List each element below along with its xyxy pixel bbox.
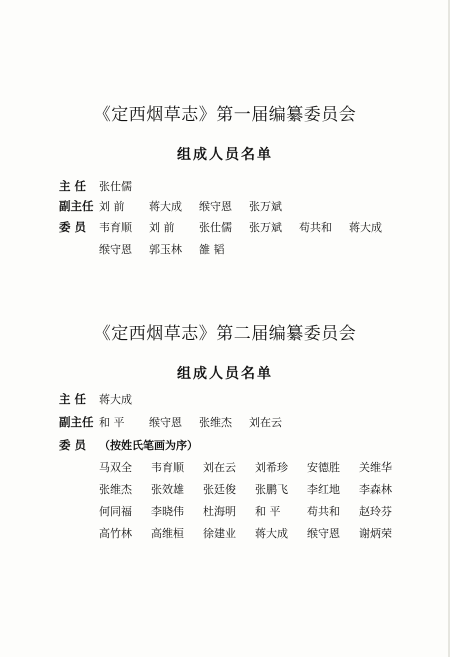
name-list (99, 414, 299, 430)
member-name: 蒋大成 (149, 200, 182, 213)
member-name: 高维桓 (151, 527, 184, 540)
member-name: 张维杰 (199, 416, 232, 429)
role-label: 主 任 (59, 179, 87, 193)
role-label: 主 任 (59, 392, 87, 406)
member-name: 缑守恩 (99, 243, 132, 256)
name-list (99, 219, 399, 235)
member-name: 缑守恩 (307, 527, 340, 540)
member-name: 蒋大成 (255, 527, 288, 540)
member-name: 马双全 (99, 461, 132, 474)
committee-2-members-header-row (0, 437, 450, 455)
sort-note: （按姓氏笔画为序） (99, 439, 198, 452)
member-name: 蒋大成 (349, 221, 382, 234)
committee-2-deputy-row (0, 414, 450, 432)
member-name: 刘在云 (249, 416, 282, 429)
member-name: 李红地 (307, 483, 340, 496)
committee-2-members-row-3 (0, 503, 450, 521)
member-name: 雒 韬 (199, 243, 225, 256)
member-name: 关维华 (359, 461, 392, 474)
member-name: 李森林 (359, 483, 392, 496)
member-name: 李晓伟 (151, 505, 184, 518)
member-name: 张仕儒 (99, 180, 132, 193)
member-name: 苟共和 (299, 221, 332, 234)
member-name: 张万斌 (249, 221, 282, 234)
member-name: 缑守恩 (199, 200, 232, 213)
member-name: 张鹏飞 (255, 483, 288, 496)
committee-2-title: 《定西烟草志》第二届编纂委员会 (93, 324, 357, 344)
member-name: 缑守恩 (149, 416, 182, 429)
member-name: 张效雄 (151, 483, 184, 496)
name-list (99, 198, 299, 214)
name-list (99, 459, 411, 475)
member-name: 张仕儒 (199, 221, 232, 234)
committee-1-members-row-2 (0, 241, 450, 259)
name-list (99, 503, 411, 519)
member-name: 韦育顺 (99, 221, 132, 234)
committee-1-subtitle: 组成人员名单 (177, 147, 273, 163)
member-name: 赵玲芬 (359, 505, 392, 518)
member-name: 刘 前 (99, 200, 125, 213)
role-label: 副主任 (59, 199, 94, 213)
committee-1-director-row (0, 178, 450, 196)
name-list (99, 241, 249, 257)
member-name: 郭玉林 (149, 243, 182, 256)
role-label: 副主任 (59, 415, 94, 429)
member-name: 和 平 (99, 416, 125, 429)
name-list (99, 525, 411, 541)
role-label: 委 员 (59, 220, 87, 234)
member-name: 蒋大成 (99, 393, 132, 406)
name-list (99, 178, 149, 194)
member-name: 和 平 (255, 505, 281, 518)
member-name: 张万斌 (249, 200, 282, 213)
member-name: 张维杰 (99, 483, 132, 496)
member-name: 安德胜 (307, 461, 340, 474)
committee-1-members-row (0, 219, 450, 237)
committee-2-members-row-1 (0, 459, 450, 477)
committee-1-deputy-row (0, 198, 450, 216)
member-name: 何同福 (99, 505, 132, 518)
name-list (99, 481, 411, 497)
member-name: 刘在云 (203, 461, 236, 474)
role-label: 委 员 (59, 438, 87, 452)
member-name: 刘希珍 (255, 461, 288, 474)
member-name: 韦育顺 (151, 461, 184, 474)
committee-2-subtitle: 组成人员名单 (177, 366, 273, 382)
committee-2-members-row-2 (0, 481, 450, 499)
member-name: 苟共和 (307, 505, 340, 518)
committee-2-director-row (0, 391, 450, 409)
member-name: 杜海明 (203, 505, 236, 518)
member-name: 谢炳荣 (359, 527, 392, 540)
committee-2-members-row-4 (0, 525, 450, 543)
member-name: 高竹林 (99, 527, 132, 540)
member-name: 张廷俊 (203, 483, 236, 496)
member-name: 刘 前 (149, 221, 175, 234)
committee-1-title: 《定西烟草志》第一届编纂委员会 (93, 105, 357, 125)
member-name: 徐建业 (203, 527, 236, 540)
name-list (99, 391, 149, 407)
